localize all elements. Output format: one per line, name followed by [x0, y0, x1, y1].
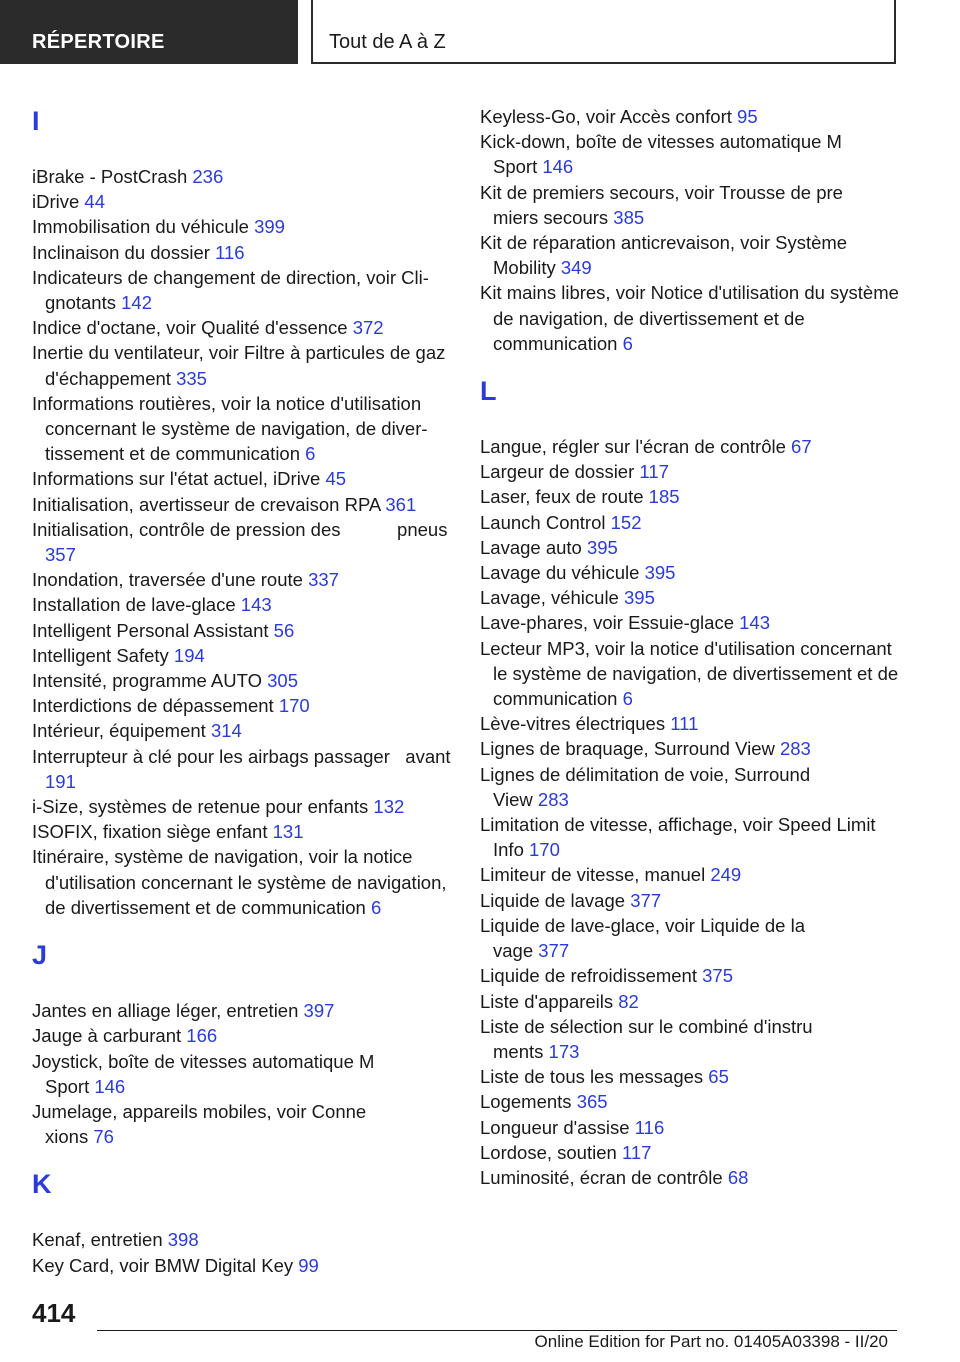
index-entry: [32, 466, 462, 491]
index-entry: [32, 643, 462, 668]
page-reference-link[interactable]: 170: [529, 839, 560, 861]
index-entry: [480, 280, 900, 356]
index-entry: [480, 1064, 900, 1089]
index-entry: [480, 1165, 900, 1190]
index-entry: [480, 129, 900, 179]
page-reference-link[interactable]: 146: [542, 156, 574, 178]
index-entry: [480, 812, 900, 862]
index-entry: [32, 265, 462, 315]
index-entry-text: Logements: [480, 1091, 572, 1113]
index-entry: [32, 189, 462, 214]
index-letter-heading: I: [32, 106, 40, 136]
index-entry: [32, 668, 462, 693]
index-entry: [32, 618, 462, 643]
index-entry-text: Lavage, véhicule: [480, 587, 619, 609]
index-entry: [32, 844, 462, 920]
index-entry-text: Limiteur de vitesse, manuel: [480, 864, 706, 886]
index-entry-text: Liste de sélection sur le combiné d'instru ments: [480, 1015, 864, 1062]
index-entry: [480, 535, 900, 560]
index-entry: [480, 989, 900, 1014]
index-entry-text: Installation de lave-glace: [32, 594, 236, 616]
index-entry-text: i-Size, systèmes de retenue pour enfants: [32, 796, 369, 818]
index-entry: [480, 180, 900, 230]
index-entry-text: Laser, feux de route: [480, 486, 644, 508]
index-entry: [480, 862, 900, 887]
index-entry: [480, 1014, 900, 1064]
page-reference-link[interactable]: 398: [167, 1229, 199, 1251]
index-entry: [480, 636, 900, 712]
index-entry: [32, 240, 462, 265]
index-entry: [480, 888, 900, 913]
page-reference-link[interactable]: 397: [303, 1000, 335, 1022]
page-reference-link[interactable]: 146: [94, 1075, 126, 1097]
index-entry: [480, 736, 900, 761]
page-title: Tout de A à Z: [311, 0, 896, 64]
index-entry: [32, 744, 462, 794]
index-entry: [32, 1253, 462, 1278]
page-reference-link[interactable]: 283: [779, 738, 811, 760]
index-entry: [32, 1023, 462, 1048]
index-entry: [480, 585, 900, 610]
index-entry-text: Indice d'octane, voir Qualité d'essence: [32, 317, 348, 339]
index-entry-text: Inclinaison du dossier: [32, 241, 210, 263]
index-entry-text: Intérieur, équipement: [32, 720, 206, 742]
index-entry: [480, 104, 900, 129]
page-reference-link[interactable]: 170: [278, 695, 310, 717]
index-letter-heading: L: [480, 376, 497, 407]
page-reference-link[interactable]: 6: [370, 896, 382, 918]
page-reference-link[interactable]: 249: [710, 864, 742, 886]
index-entry-text: Kick-down, boîte de vitesses automatique M Sport: [480, 131, 863, 178]
index-entry-text: Lavage du véhicule: [480, 562, 640, 584]
index-entry-text: Kenaf, entretien: [32, 1229, 163, 1251]
footer-divider: [97, 1330, 897, 1331]
page-reference-link[interactable]: 395: [586, 536, 618, 558]
index-entry-text: Launch Control: [480, 511, 606, 533]
index-entry: [480, 963, 900, 988]
page-reference-link[interactable]: 314: [210, 720, 242, 742]
page-number: 414: [32, 1298, 76, 1328]
index-entry: [32, 315, 462, 340]
index-entry-text: Intensité, programme AUTO: [32, 670, 262, 692]
page-reference-link[interactable]: 117: [621, 1141, 652, 1163]
page-reference-link[interactable]: 56: [273, 619, 295, 641]
index-entry: [32, 340, 462, 390]
index-entry: [32, 164, 462, 189]
index-entry-text: Liste de tous les messages: [480, 1066, 704, 1088]
index-entry: [32, 819, 462, 844]
page-reference-link[interactable]: 173: [548, 1040, 580, 1062]
page-reference-link[interactable]: 236: [192, 166, 224, 187]
page-reference-link[interactable]: 143: [240, 594, 272, 616]
index-entry-text: iBrake - PostCrash: [32, 166, 188, 187]
index-entry-text: Lordose, soutien: [480, 1141, 617, 1163]
page-reference-link[interactable]: 152: [610, 511, 642, 533]
index-entry-text: Largeur de dossier: [480, 461, 635, 483]
page-reference-link[interactable]: 385: [613, 206, 645, 228]
index-entry: [32, 517, 462, 567]
page-reference-link[interactable]: 68: [727, 1166, 749, 1188]
page-reference-link[interactable]: 399: [254, 216, 285, 238]
index-entry-text: Itinéraire, système de navigation, voir la notice d'utilisation concernant le système de navigation, de divertissement et de communication: [32, 846, 447, 918]
index-entry-text: Jumelage, appareils mobiles, voir Conne xions: [32, 1100, 439, 1148]
page-reference-link[interactable]: 357: [45, 544, 76, 566]
index-entry-text: Kit de premiers secours, voir Trousse de pre miers secours: [480, 181, 874, 228]
index-entry-text: Inertie du ventilateur, voir Filtre à particules de gaz d'échappement: [32, 342, 446, 389]
index-entry: [32, 567, 462, 592]
page-reference-link[interactable]: 44: [84, 191, 105, 213]
index-entry: [480, 560, 900, 585]
index-entry-text: Interrupteur à clé pour les airbags passager avant: [32, 745, 451, 767]
index-entry-text: Immobilisation du véhicule: [32, 216, 249, 238]
index-entry-text: Liste d'appareils: [480, 990, 614, 1012]
page-reference-link[interactable]: 6: [305, 443, 316, 465]
index-entry-text: Interdictions de dépassement: [32, 695, 274, 717]
page-reference-link[interactable]: 131: [272, 821, 304, 843]
index-entry-text: Limitation de vitesse, affichage, voir Speed Limit Info: [480, 814, 876, 861]
index-entry: [480, 1089, 900, 1114]
page-reference-link[interactable]: 67: [791, 436, 812, 458]
page-reference-link[interactable]: 349: [560, 257, 592, 279]
index-entry-text: Intelligent Personal Assistant: [32, 619, 269, 641]
index-entry: [480, 1115, 900, 1140]
page-reference-link[interactable]: 143: [739, 612, 771, 634]
index-entry: [32, 391, 462, 467]
page-reference-link[interactable]: 335: [176, 367, 207, 389]
page-reference-link[interactable]: 395: [644, 562, 676, 584]
index-entry: [480, 610, 900, 635]
page-reference-link[interactable]: 99: [298, 1254, 319, 1276]
page-reference-link[interactable]: 142: [121, 292, 152, 314]
index-entry-text: Liquide de refroidissement: [480, 965, 697, 987]
page-reference-link[interactable]: 166: [186, 1025, 218, 1047]
index-entry: [480, 459, 900, 484]
index-entry-text: Lignes de braquage, Surround View: [480, 738, 775, 760]
page-reference-link[interactable]: 76: [93, 1126, 114, 1148]
index-entry-text: Keyless-Go, voir Accès confort: [480, 106, 732, 127]
page-reference-link[interactable]: 111: [670, 713, 699, 735]
page-reference-link[interactable]: 305: [267, 670, 298, 692]
index-entry: [480, 1140, 900, 1165]
index-entry-text: Inondation, traversée d'une route: [32, 569, 303, 591]
page-reference-link[interactable]: 377: [630, 889, 662, 911]
index-entry-text: Informations routières, voir la notice d'utilisation concernant le système de navigation, de divertissement et de communication: [32, 392, 428, 465]
index-entry-text: Lave-phares, voir Essuie-glace: [480, 612, 734, 634]
page-reference-link[interactable]: 116: [215, 241, 245, 263]
page-reference-link[interactable]: 82: [618, 990, 639, 1012]
index-entry: [32, 794, 462, 819]
index-entry: [32, 592, 462, 617]
page-reference-link[interactable]: 375: [702, 965, 734, 987]
index-entry-text: Intelligent Safety: [32, 644, 169, 666]
index-entry: [32, 1099, 462, 1149]
index-entry-text: Kit mains libres, voir Notice d'utilisation du système de navigation, de divertissement et de communication: [480, 282, 899, 354]
index-entry-text: Jauge à carburant: [32, 1025, 182, 1047]
page-reference-link[interactable]: 191: [45, 770, 76, 792]
index-entry: [32, 693, 462, 718]
index-entry-text: Lecteur MP3, voir la notice d'utilisation concernant le système de navigation, de divertissement et de communication: [480, 637, 899, 710]
index-letter-heading: J: [32, 940, 48, 971]
index-entry-text: Luminosité, écran de contrôle: [480, 1166, 723, 1188]
page-reference-link[interactable]: 365: [576, 1091, 608, 1113]
page-reference-link[interactable]: 95: [737, 106, 758, 127]
index-entry: [480, 434, 900, 459]
index-entry: [480, 510, 900, 535]
index-entry: [32, 1049, 462, 1099]
page-reference-link[interactable]: 361: [385, 493, 417, 515]
index-entry-text: Liquide de lavage: [480, 889, 626, 911]
index-entry-text: Lève-vitres électriques: [480, 713, 666, 735]
edition-note: Online Edition for Part no. 01405A03398 - II/20: [534, 1332, 888, 1351]
index-entry: [480, 913, 900, 963]
index-entry-text: Initialisation, avertisseur de crevaison RPA: [32, 493, 381, 515]
page-reference-link[interactable]: 6: [622, 688, 633, 710]
index-entry: [32, 214, 462, 239]
page-reference-link[interactable]: 372: [352, 317, 384, 339]
section-tab: RÉPERTOIRE: [0, 0, 298, 64]
index-entry-text: ISOFIX, fixation siège enfant: [32, 821, 268, 843]
index-entry: [480, 484, 900, 509]
index-entry-text: Longueur d'assise: [480, 1116, 630, 1138]
index-entry-text: Jantes en alliage léger, entretien: [32, 1000, 299, 1022]
index-entry: [32, 492, 462, 517]
index-entry: [480, 230, 900, 280]
index-entry-text: Lavage auto: [480, 536, 582, 558]
index-entry: [32, 718, 462, 743]
page-reference-link[interactable]: 185: [648, 486, 680, 508]
page-reference-link[interactable]: 283: [537, 788, 569, 810]
index-entry-text: Lignes de délimitation de voie, Surround View: [480, 763, 877, 810]
page-reference-link[interactable]: 116: [634, 1116, 665, 1138]
index-letter-heading: K: [32, 1169, 52, 1200]
index-entry-text: Kit de réparation anticrevaison, voir Système Mobility: [480, 232, 889, 279]
page-reference-link[interactable]: 377: [538, 940, 570, 962]
index-entry-text: iDrive: [32, 191, 80, 213]
page-reference-link[interactable]: 132: [373, 796, 405, 818]
index-entry: [32, 998, 462, 1023]
index-column-right: [480, 104, 900, 1190]
index-entry: [480, 711, 900, 736]
page-reference-link[interactable]: 45: [325, 468, 347, 490]
page-reference-link[interactable]: 194: [173, 644, 205, 666]
index-entry: [32, 1227, 462, 1252]
index-entry-text: Informations sur l'état actuel, iDrive: [32, 468, 321, 490]
index-column-left: [32, 104, 462, 1278]
index-entry-text: Langue, régler sur l'écran de contrôle: [480, 436, 786, 458]
index-entry-text: Indicateurs de changement de direction, voir Clignotants: [32, 266, 429, 314]
page-reference-link[interactable]: 65: [708, 1066, 729, 1088]
page-reference-link[interactable]: 395: [624, 587, 655, 609]
page-reference-link[interactable]: 117: [639, 461, 669, 483]
page-reference-link[interactable]: 337: [308, 569, 339, 591]
index-entry: [480, 762, 900, 812]
index-entry-text: Liquide de lave-glace, voir Liquide de la vage: [480, 914, 867, 962]
index-entry-text: Initialisation, contrôle de pression des pneus: [32, 518, 448, 540]
index-entry-text: Key Card, voir BMW Digital Key: [32, 1254, 294, 1276]
index-entry-text: Joystick, boîte de vitesses automatique M Sport: [32, 1050, 426, 1097]
page-reference-link[interactable]: 6: [622, 332, 633, 354]
